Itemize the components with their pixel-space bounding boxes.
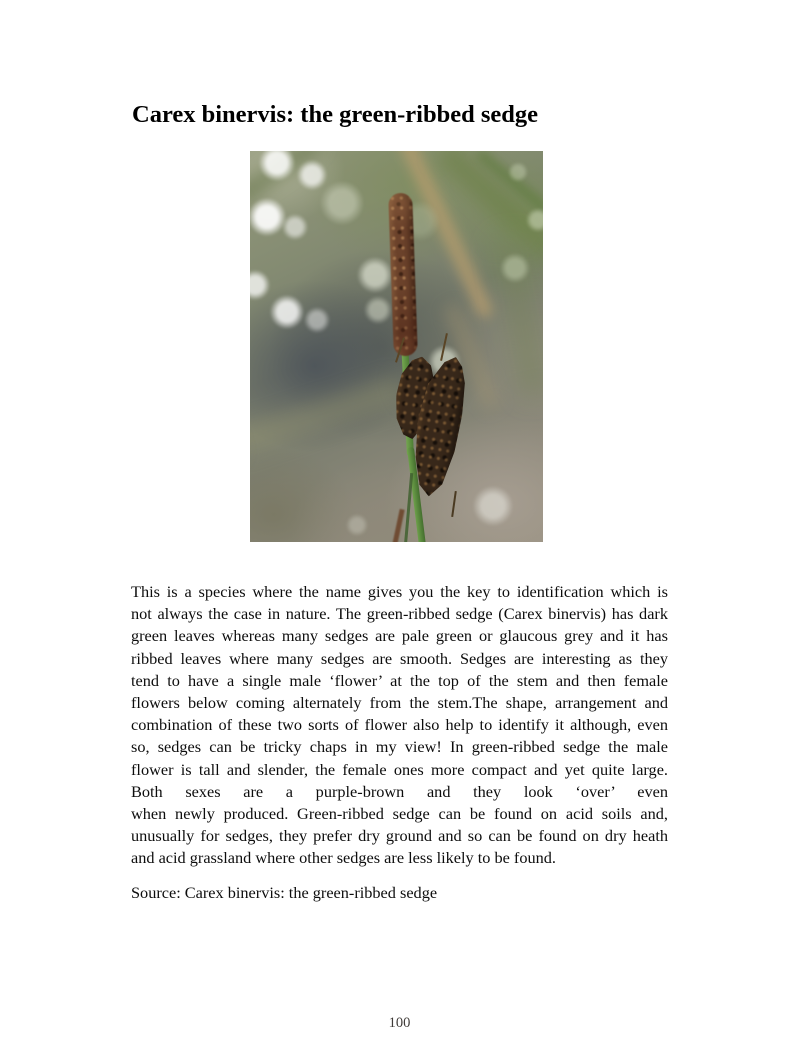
paragraph-line: combination of these two sorts of flower also help to identify it although, even bbox=[131, 715, 668, 735]
paragraph-line: so, sedges can be tricky chaps in my view! In green-ribbed sedge the male bbox=[131, 737, 668, 757]
bokeh-circle bbox=[346, 514, 368, 536]
paragraph-line: Both sexes are a purple-brown and they look ‘over’ even bbox=[131, 781, 668, 801]
bokeh-circle bbox=[250, 270, 270, 300]
paragraph-line: This is a species where the name gives you the key to identification which is bbox=[131, 582, 668, 601]
paragraph-line: flower is tall and slender, the female ones more compact and yet quite large. bbox=[131, 759, 668, 779]
sedge-leaf-thin bbox=[404, 473, 413, 542]
sedge-photo bbox=[250, 151, 543, 542]
paragraph-line: and acid grassland where other sedges are less likely to be found. bbox=[131, 848, 556, 868]
paragraph-line: not always the case in nature. The green-ribbed sedge (Carex binervis) has dark bbox=[131, 604, 668, 624]
source-caption: Source: Carex binervis: the green-ribbed sedge bbox=[131, 883, 438, 902]
bokeh-circle bbox=[259, 151, 295, 181]
photo-blade-bottomleft bbox=[250, 377, 406, 455]
bokeh-circle bbox=[357, 257, 393, 293]
bokeh-circle bbox=[508, 162, 528, 182]
page-number: 100 bbox=[388, 1015, 411, 1031]
bokeh-circle bbox=[304, 307, 330, 333]
bokeh-circle bbox=[473, 486, 513, 526]
body-paragraph bbox=[131, 581, 668, 870]
paragraph-line: green leaves whereas many sedges are pale green or glaucous grey and it has bbox=[131, 626, 668, 646]
spike-awn bbox=[451, 491, 457, 517]
bokeh-circle bbox=[526, 208, 543, 232]
bokeh-circle bbox=[270, 295, 304, 329]
bokeh-circle bbox=[297, 160, 327, 190]
bokeh-circle bbox=[364, 296, 392, 324]
bokeh-circle bbox=[282, 214, 308, 240]
paragraph-line: ribbed leaves where many sedges are smooth. Sedges are interesting as they bbox=[131, 648, 668, 668]
page-title: Carex binervis: the green-ribbed sedge bbox=[132, 101, 539, 128]
bokeh-circle bbox=[500, 253, 530, 283]
bokeh-circle bbox=[320, 181, 364, 225]
paragraph-line: when newly produced. Green-ribbed sedge can be found on acid soils and, bbox=[131, 804, 668, 824]
paragraph-line: unusually for sedges, they prefer dry ground and so can be found on dry heath bbox=[131, 826, 668, 846]
bokeh-circle bbox=[250, 198, 286, 236]
sedge-leaf-brown-tip bbox=[392, 509, 404, 542]
paragraph-line: tend to have a single male ‘flower’ at the top of the stem and then female bbox=[131, 670, 668, 690]
paragraph-line: flowers below coming alternately from the stem.The shape, arrangement and bbox=[131, 693, 668, 713]
